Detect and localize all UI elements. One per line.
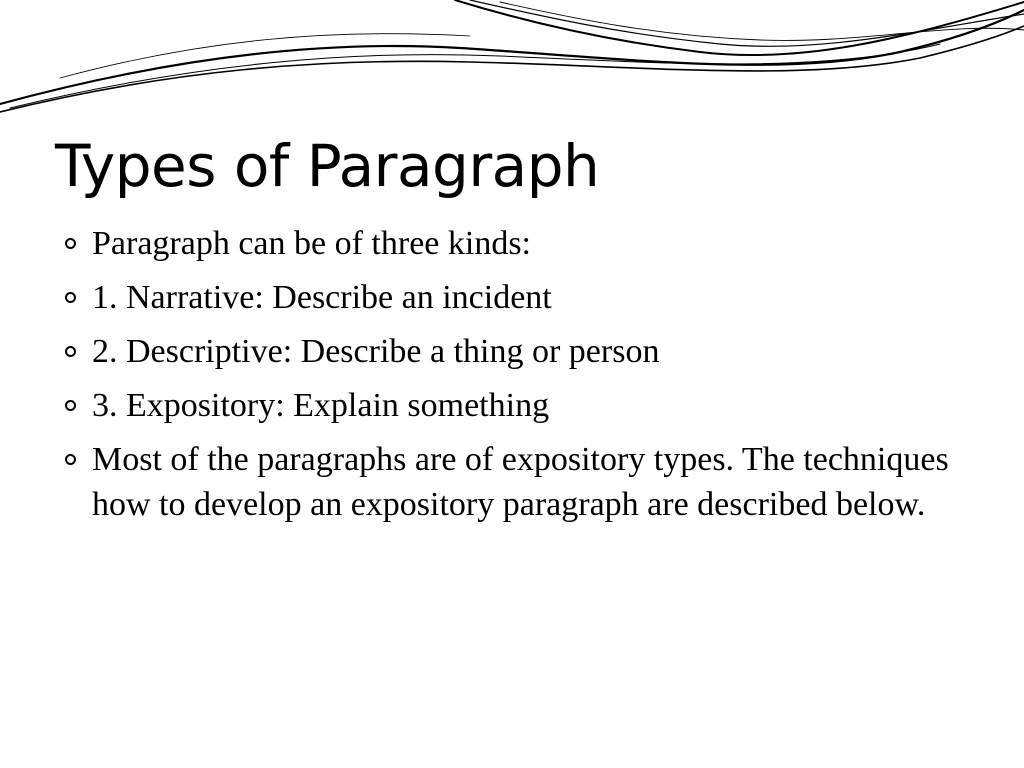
bullet-circle-icon [65,454,76,465]
bullet-text: 2. Descriptive: Describe a thing or person [92,333,660,370]
bullet-circle-icon [65,346,76,357]
list-item [60,330,990,375]
list-item [60,384,990,429]
bullet-text: 1. Narrative: Describe an incident [92,279,552,316]
bullet-circle-icon [65,292,76,303]
list-item [60,222,990,267]
slide-title: Types of Paragraph [55,132,600,200]
list-item [60,438,990,527]
decorative-swoosh [0,0,1024,130]
list-item [60,276,990,321]
bullet-circle-icon [65,400,76,411]
bullet-text: Most of the paragraphs are of expository types. The techniques how to develop an expository paragraph are described below. [92,441,949,523]
bullet-text: Paragraph can be of three kinds: [92,225,531,262]
bullet-circle-icon [65,238,76,249]
bullet-text: 3. Expository: Explain something [92,387,550,424]
bullet-list [60,222,990,537]
